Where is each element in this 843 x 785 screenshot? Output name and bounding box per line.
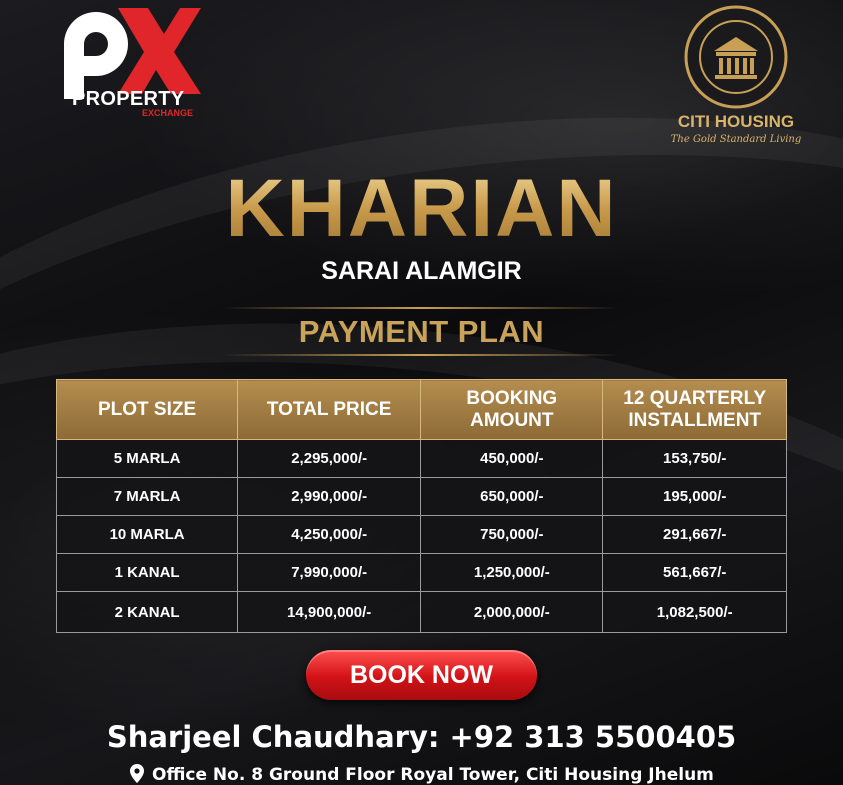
column-header: BOOKING AMOUNT	[421, 380, 603, 440]
divider	[222, 307, 620, 309]
booking-amount-cell: 750,000/-	[421, 516, 603, 554]
total-price-cell: 14,900,000/-	[238, 592, 421, 633]
total-price-cell: 4,250,000/-	[238, 516, 421, 554]
page-title: KHARIAN	[0, 162, 843, 256]
plot-size-cell: 2 KANAL	[57, 592, 238, 633]
plot-size-cell: 7 MARLA	[57, 478, 238, 516]
citi-housing-tagline: The Gold Standard Living	[670, 134, 802, 145]
table-row	[57, 554, 787, 592]
total-price-cell: 2,990,000/-	[238, 478, 421, 516]
px-brand-name: PROPERTY	[72, 88, 185, 110]
column-header: PLOT SIZE	[57, 380, 238, 440]
payment-plan-table	[56, 379, 787, 633]
table-header-row	[57, 380, 787, 440]
total-price-cell: 2,295,000/-	[238, 440, 421, 478]
installment-cell: 153,750/-	[603, 440, 787, 478]
citi-housing-seal-icon	[684, 5, 788, 109]
page-subtitle: SARAI ALAMGIR	[321, 257, 522, 285]
booking-amount-cell: 650,000/-	[421, 478, 603, 516]
divider	[222, 354, 620, 356]
citi-housing-name: CITI HOUSING	[677, 112, 795, 131]
office-address-text: Office No. 8 Ground Floor Royal Tower, Citi Housing Jhelum	[152, 765, 714, 785]
office-address	[130, 764, 714, 785]
plot-size-cell: 1 KANAL	[57, 554, 238, 592]
plot-size-cell: 5 MARLA	[57, 440, 238, 478]
location-pin-icon	[130, 764, 144, 783]
table-row	[57, 478, 787, 516]
column-header: 12 QUARTERLY INSTALLMENT	[603, 380, 787, 440]
installment-cell: 195,000/-	[603, 478, 787, 516]
total-price-cell: 7,990,000/-	[238, 554, 421, 592]
booking-amount-cell: 2,000,000/-	[421, 592, 603, 633]
table-row	[57, 440, 787, 478]
plot-size-cell: 10 MARLA	[57, 516, 238, 554]
contact-line: Sharjeel Chaudhary: +92 313 5500405	[106, 720, 737, 754]
book-now-button[interactable]: BOOK NOW	[306, 650, 537, 700]
table-row	[57, 516, 787, 554]
px-brand-sub: EXCHANGE	[142, 108, 194, 118]
column-header: TOTAL PRICE	[238, 380, 421, 440]
booking-amount-cell: 450,000/-	[421, 440, 603, 478]
payment-plan-heading: PAYMENT PLAN	[298, 314, 545, 349]
table-row	[57, 592, 787, 633]
installment-cell: 561,667/-	[603, 554, 787, 592]
installment-cell: 291,667/-	[603, 516, 787, 554]
booking-amount-cell: 1,250,000/-	[421, 554, 603, 592]
installment-cell: 1,082,500/-	[603, 592, 787, 633]
